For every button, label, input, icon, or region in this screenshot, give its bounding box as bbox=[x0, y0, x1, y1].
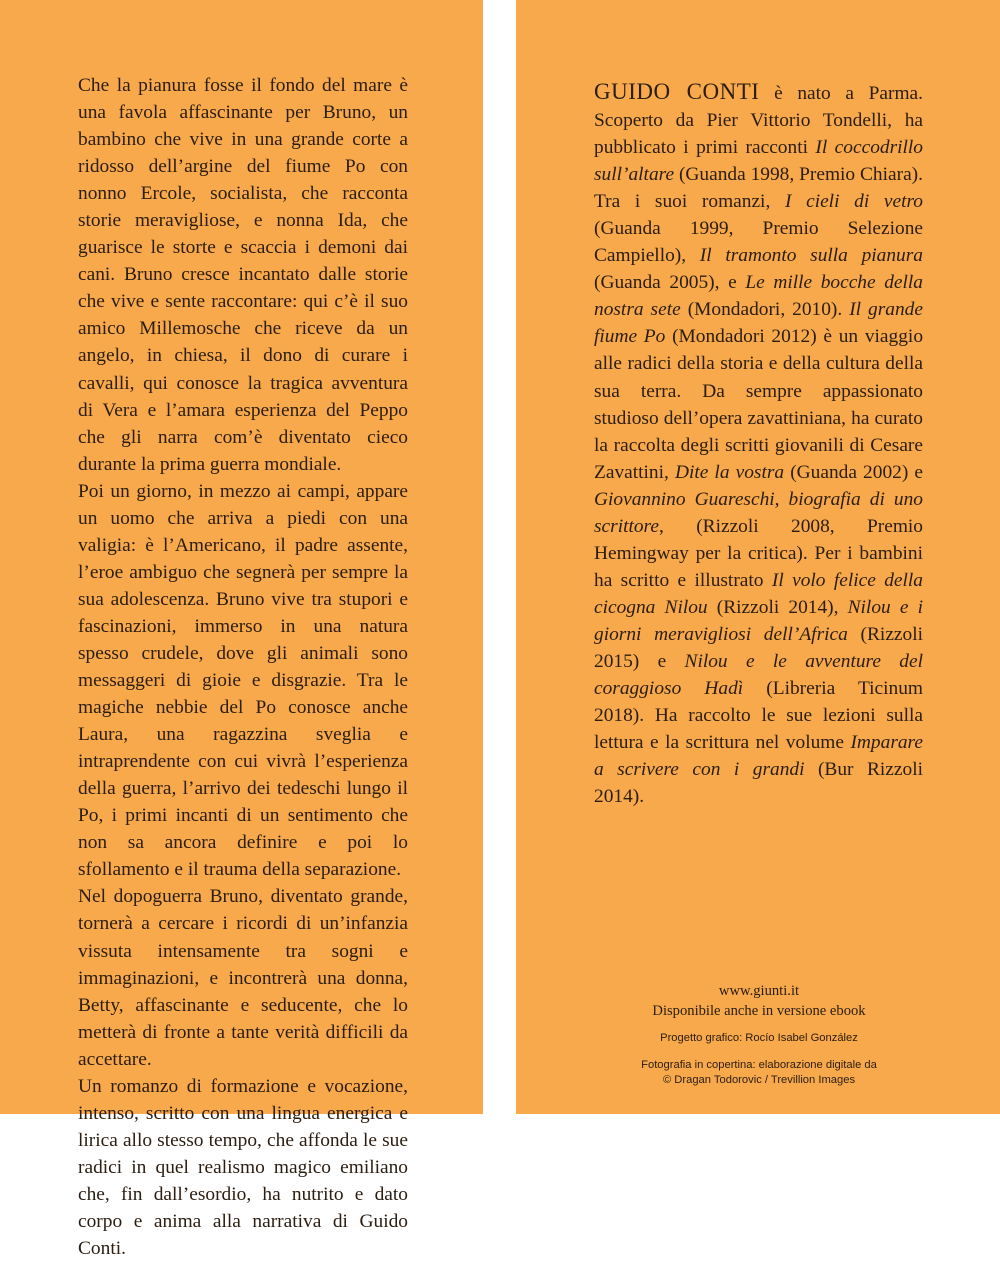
author-bio bbox=[594, 78, 923, 810]
back-flap-left bbox=[0, 0, 483, 1260]
flap-footer bbox=[596, 981, 922, 1088]
bio-text: è nato a Parma. Scoperto da Pier Vittorio Tondelli, ha pubblicato i primi racconti bbox=[594, 83, 923, 159]
book-title: Nilou e i giorni meravigliosi dell’Africa bbox=[594, 596, 923, 645]
photo-credit: Fotografia in copertina: elaborazione digitale da bbox=[641, 1059, 877, 1071]
bio-text: (Guanda 1999, Premio Selezione Campiello), bbox=[594, 218, 923, 267]
synopsis-paragraph: Nel dopoguerra Bruno, diventato grande, tornerà a cercare i ricordi di un’infanzia vissuta intensamente tra sogni e immaginazioni, e incontrerà una donna, Betty, affascinante e seducente, che lo metterà di fronte a tante verità difficili da accettare. bbox=[78, 886, 408, 1070]
author-name: GUIDO CONTI bbox=[594, 79, 760, 104]
bio-text: (Rizzoli 2015) e bbox=[594, 623, 924, 672]
book-title: Nilou e le avventure del coraggioso Hadì bbox=[594, 650, 923, 700]
book-title: Dite la vostra bbox=[674, 461, 785, 483]
book-title: I cieli di vetro bbox=[784, 191, 923, 213]
bio-text: (Rizzoli 2014), bbox=[707, 596, 848, 618]
synopsis-paragraph: Un romanzo di formazione e vocazione, intenso, scritto con una lingua energica e lirica allo stesso tempo, che affonda le sue radici in quel realismo magico emiliano che, fin dall’esordio, ha nutrito e dato corpo e anima alla narrativa di Guido Conti. bbox=[78, 1075, 408, 1260]
publisher-website: www.giunti.it bbox=[718, 983, 800, 999]
book-title: Il tramonto sulla pianura bbox=[699, 245, 923, 267]
bio-text: (Guanda 2005), e bbox=[594, 272, 746, 294]
design-credit: Progetto grafico: Rocío Isabel González bbox=[660, 1032, 858, 1044]
book-title: Il grande fiume Po bbox=[594, 299, 923, 348]
book-title: Imparare a scrivere con i grandi bbox=[594, 732, 923, 781]
bio-text: (Guanda 2002) e bbox=[784, 461, 923, 483]
bio-text: (Mondadori 2012) è un viaggio alle radici della storia e della cultura della sua terra. Da sempre appassionato studioso dell’opera zavattiniana, ha curato la raccolta degli scritti giovanili di Cesare Zavattini, bbox=[594, 326, 924, 483]
bio-text: , (Rizzoli 2008, Premio Hemingway per la critica). Per i bambini ha scritto e illustrato bbox=[594, 515, 923, 591]
bio-text: (Guanda 1998, Premio Chiara). Tra i suoi romanzi, bbox=[594, 164, 923, 213]
bio-text: (Libreria Ticinum 2018). Ha raccolto le sue lezioni sulla lettura e la scrittura nel volume bbox=[594, 678, 923, 754]
book-title: Le mille bocche della nostra sete bbox=[594, 272, 923, 321]
bio-text: (Bur Rizzoli 2014). bbox=[594, 759, 923, 808]
ebook-note: Disponibile anche in versione ebook bbox=[652, 1003, 866, 1019]
photo-credit-copyright: © Dragan Todorovic / Trevillion Images bbox=[662, 1074, 856, 1086]
bio-text: (Mondadori, 2010). bbox=[680, 299, 850, 321]
synopsis-text bbox=[78, 72, 408, 1262]
synopsis-paragraph: Poi un giorno, in mezzo ai campi, appare un uomo che arriva a piedi con una valigia: è l’Americano, il padre assente, l’eroe ambiguo che segnerà per sempre la sua adolescenza. Bruno vive tra stupori e fascinazioni, immerso in una natura spesso crudele, dove gli animali sono messaggeri di gioie e disgrazie. Tra le magiche nebbie del Po conosce anche Laura, una ragazzina sveglia e intraprendente con cui vivrà l’esperienza della guerra, l’arrivo dei tedeschi lungo il Po, i primi incanti di un sentimento che non sa ancora definire e poi lo sfollamento e il trauma della separazione. bbox=[78, 480, 408, 881]
book-title: Il volo felice della cicogna Nilou bbox=[594, 569, 923, 618]
synopsis-paragraph: Che la pianura fosse il fondo del mare è una favola affascinante per Bruno, un bambino che vive in una grande corte a ridosso dell’argine del fiume Po con nonno Ercole, socialista, che racconta storie meravigliose, e nonna Ida, che guarisce le storte e scaccia i demoni dai cani. Bruno cresce incantato dalle storie che vive e sente raccontare: qui c’è il suo amico Millemosche che riceve da un angelo, in chiesa, il dono di curare i cavalli, qui conosce la tragica avventura di Vera e l’amara esperienza del Peppo che gli narra com’è diventato cieco durante la prima guerra mondiale. bbox=[78, 75, 408, 475]
book-title: Il coccodrillo sull’altare bbox=[594, 137, 923, 186]
book-title: Giovannino Guareschi, biografia di uno scrittore bbox=[594, 488, 923, 537]
